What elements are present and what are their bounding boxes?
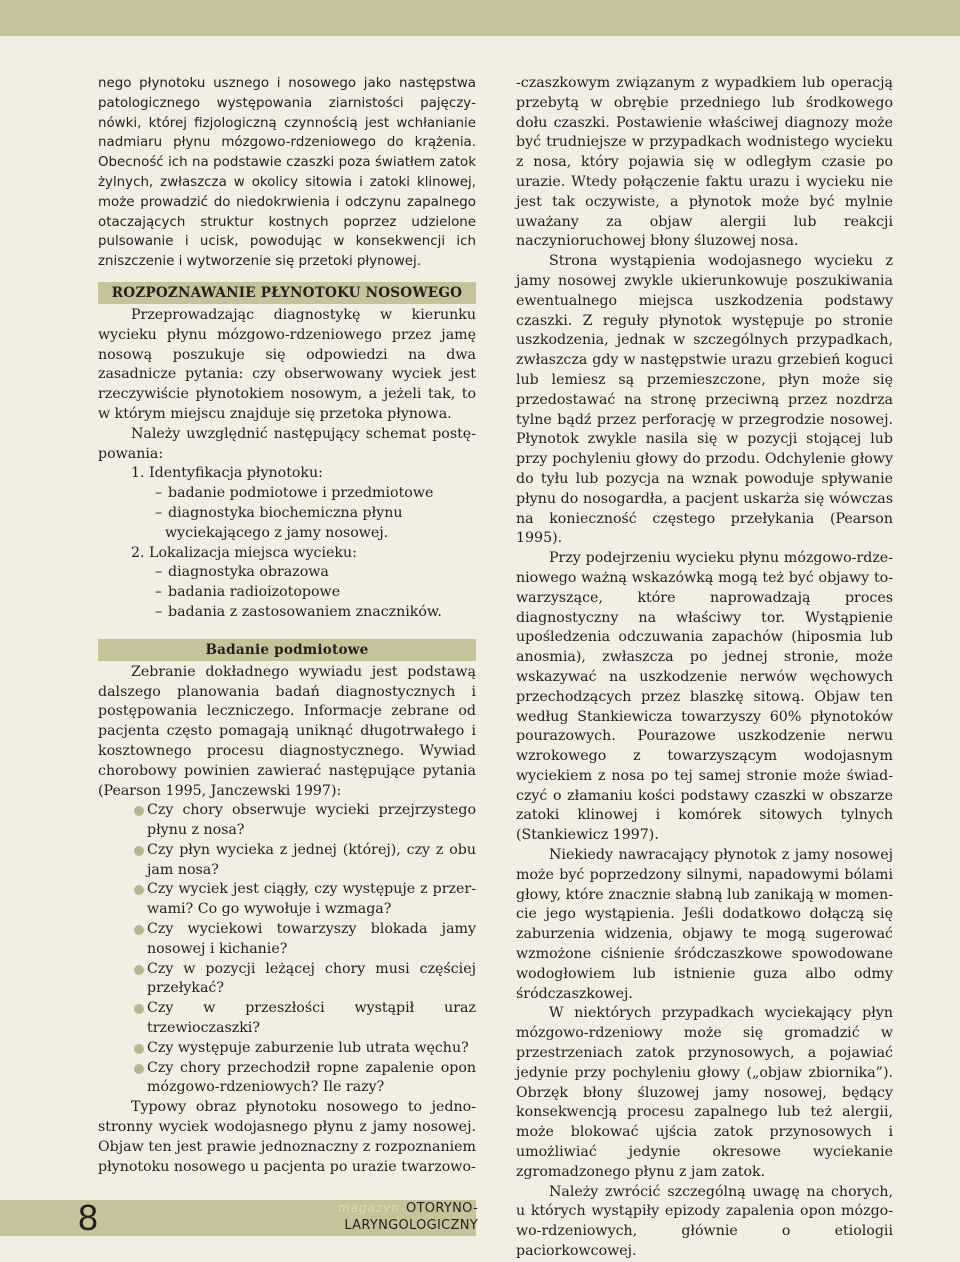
bullet-item: Czy w przeszłości wystąpił uraz trzewioczaszki? — [98, 999, 476, 1039]
bullet-icon — [134, 1004, 144, 1014]
paragraph: Zebranie dokładnego wywiadu jest podstawą dalszego planowania badań diagnostycznych i postępowania leczniczego. Informacje zebrane od pacjenta często pomagają uniknąć długotrwałego i kosztownego procesu diagnostycznego. Wywiad chorobowy powinien zawierać następujące pytania (Pearson 1995, Janczewski 1997): — [98, 663, 476, 799]
paragraph: Przeprowadzając diagnostykę w kierunku wycieku płynu mózgowo-rdzeniowego przez jamę nosową poszukuje się odpowiedzi na dwa zasadnicze pytania: czy obserwowany wyciek jest rzeczywiście płynotokiem nosowym, a jeżeli tak, to w którym miejscu znajduje się przetoka płynowa. — [98, 306, 476, 422]
bullet-icon — [134, 1064, 144, 1074]
list-title: 1. Identyfikacja płynotoku: — [131, 465, 323, 482]
subsection-heading: Badanie podmiotowe — [98, 639, 476, 661]
list-item: – badania radioizotopowe — [155, 584, 341, 601]
list-item: – badanie podmiotowe i przedmiotowe — [155, 485, 434, 502]
bullet-icon — [134, 925, 144, 935]
logo-small-text: magazyn — [338, 1201, 401, 1215]
paragraph: Strona wystąpienia wodojasnego wycieku z jamy nosowej zwykle ukierunkowuje poszukiwania ewentualnego miejsca uszkodzenia podstawy czaszki. Z reguły płynotok występuje po stronie uszkodzenia, jednak w szczególnych przypadkach, zwłaszcza gdy w następstwie urazu grzebień koguci lub lemiesz są przemieszczone, płyn może się przedostawać na stronę przeciwną przez nozdrza tylne bądź przez perforację w przegrodzie nosowej. Płynotok zwykle nasila się w pozycji stojącej lub przy pochyleniu głowy do przodu. Odchylenie głowy do tyłu lub pozycja na wznak powoduje spływanie płynu do nosogardła, a pacjent uskarża się wówczas na konieczność częstego przełykania (Pearson 1995). — [516, 253, 893, 547]
section-heading: ROZPOZNAWANIE PŁYNOTOKU NOSOWEGO — [98, 282, 476, 304]
paragraph: Typowy obraz płynotoku nosowego to jednostronny wyciek wodojasnego płynu z jamy nosowej. Objaw ten jest prawie jednoznaczny z rozpoznaniem płynotoku nosowego u pacjenta po urazie twarzowo- — [98, 1099, 476, 1175]
list-item: – diagnostyka biochemiczna płynu — [155, 504, 403, 521]
bullet-icon — [134, 806, 144, 816]
list-item: – badania z zastosowaniem znaczników. — [155, 603, 442, 620]
bullet-icon — [134, 1044, 144, 1054]
paragraph: nego płynotoku usznego i nosowego jako następstwa patologicznego występowania ziarnistości pajęczynówki, której fizjologiczną czynnością jest wchłanianie nadmiaru płynu mózgowo-rdzeniowego do krążenia. Obecność ich na podstawie czaszki poza światłem zatok żylnych, zwłaszcza w okolicy sitowia i zatoki klinowej, może prowadzić do niedokrwienia i odczynu zapalnego otaczających struktur kostnych poprzez udzielone pulsowanie i ucisk, powodując w konsekwencji ich zniszczenie i wytworzenie się przetoki płynowej. — [98, 76, 476, 270]
list-item: – diagnostyka obrazowa — [155, 564, 329, 581]
bullet-item: Czy chory obserwuje wycieki przejrzystego płynu z nosa? — [98, 801, 476, 841]
page-number: 8 — [78, 1197, 99, 1238]
bullet-item: Czy wyciekowi towarzyszy blokada jamy nosowej i kichanie? — [98, 920, 476, 960]
list-title: 2. Lokalizacja miejsca wycieku: — [131, 544, 357, 561]
logo-line-1: OTORYNO- — [406, 1201, 478, 1216]
paragraph: Należy uwzględnić następujący schemat postępowania: — [98, 425, 476, 462]
bullet-icon — [134, 846, 144, 856]
paragraph: Przy podejrzeniu wycieku płynu mózgowo-rdzeniowego ważną wskazówką mogą też być objawy towarzyszące, które naprowadzają proces diagnostyczny na właściwy tor. Wystąpienie upośledzenia odczuwania zapachów (hiposmia lub anosmia), zwłaszcza po jednej stronie, może wskazywać na uszkodzenie nerwów węchowych przechodzących przez blaszkę sitową. Objaw ten według Stankiewicza towarzyszy 60% płynotoków pourazowych. Pourazowe uszkodzenie nerwu wzrokowego z towarzyszącym wodojasnym wyciekiem z nosa po tej samej stronie może świadczyć o złamaniu kości podstawy czaszki w obszarze zatoki klinowej i komórek sitowych tylnych (Stankiewicz 1997). — [516, 550, 893, 844]
left-column — [98, 74, 476, 1177]
top-color-band — [0, 0, 960, 36]
bullet-item: Czy w pozycji leżącej chory musi częściej przełykać? — [98, 960, 476, 1000]
paragraph: Należy zwrócić szczególną uwagę na chorych, u których wystąpiły epizody zapalenia opon mózgowo-rdzeniowych, głównie o etiologii paciorkowcowej. — [516, 1183, 893, 1260]
logo-line-2: LARYNGOLOGICZNY — [344, 1218, 478, 1233]
magazine-logo — [338, 1199, 478, 1234]
paragraph: W niektórych przypadkach wyciekający płyn mózgowo-rdzeniowy może się gromadzić w przestrzeniach zatok przynosowych, a pojawiać jedynie przy pochyleniu głowy („objaw zbiornika”). Obrzęk błony śluzowej jamy nosowej, będący konsekwencją procesu zapalnego lub też alergii, może blokować ujścia zatok przynosowych i umożliwiać jedynie okresowe wyciekanie zgromadzonego płynu z jam zatok. — [516, 1005, 893, 1180]
bullet-icon — [134, 965, 144, 975]
list-item-continuation: wyciekającego z jamy nosowej. — [165, 524, 389, 541]
bullet-icon — [134, 885, 144, 895]
paragraph: Niekiedy nawracający płynotok z jamy nosowej może być poprzedzony silnymi, napadowymi bólami głowy, które znacznie słabną lub zanikają w momencie jego wystąpienia. Jeśli dodatkowo dołączą się zaburzenia widzenia, objawy te mogą sugerować wzmożone ciśnienie śródczaszkowe spowodowane wodogłowiem lub istnienie guza albo odmy śródczaszkowej. — [516, 847, 893, 1002]
bullet-item: Czy występuje zaburzenie lub utrata węchu? — [98, 1039, 476, 1059]
bullet-item: Czy wyciek jest ciągły, czy występuje z przerwami? Co go wywołuje i wzmaga? — [98, 880, 476, 920]
bullet-item: Czy płyn wycieka z jednej (której), czy z obu jam nosa? — [98, 841, 476, 881]
right-column — [516, 74, 893, 1262]
paragraph: -czaszkowym związanym z wypadkiem lub operacją przebytą w obrębie przedniego lub środkowego dołu czaszki. Postawienie właściwej diagnozy może być trudniejsze w przypadkach wodnistego wycieku z nosa, który pojawia się w odległym czasie po urazie. Wtedy połączenie faktu urazu i wycieku nie jest tak oczywiste, a płynotok może być mylnie uważany za objaw alergii lub reakcji naczynioruchowej błony śluzowej nosa. — [516, 75, 893, 250]
bullet-item: Czy chory przechodził ropne zapalenie opon mózgowo-rdzeniowych? Ile razy? — [98, 1059, 476, 1099]
